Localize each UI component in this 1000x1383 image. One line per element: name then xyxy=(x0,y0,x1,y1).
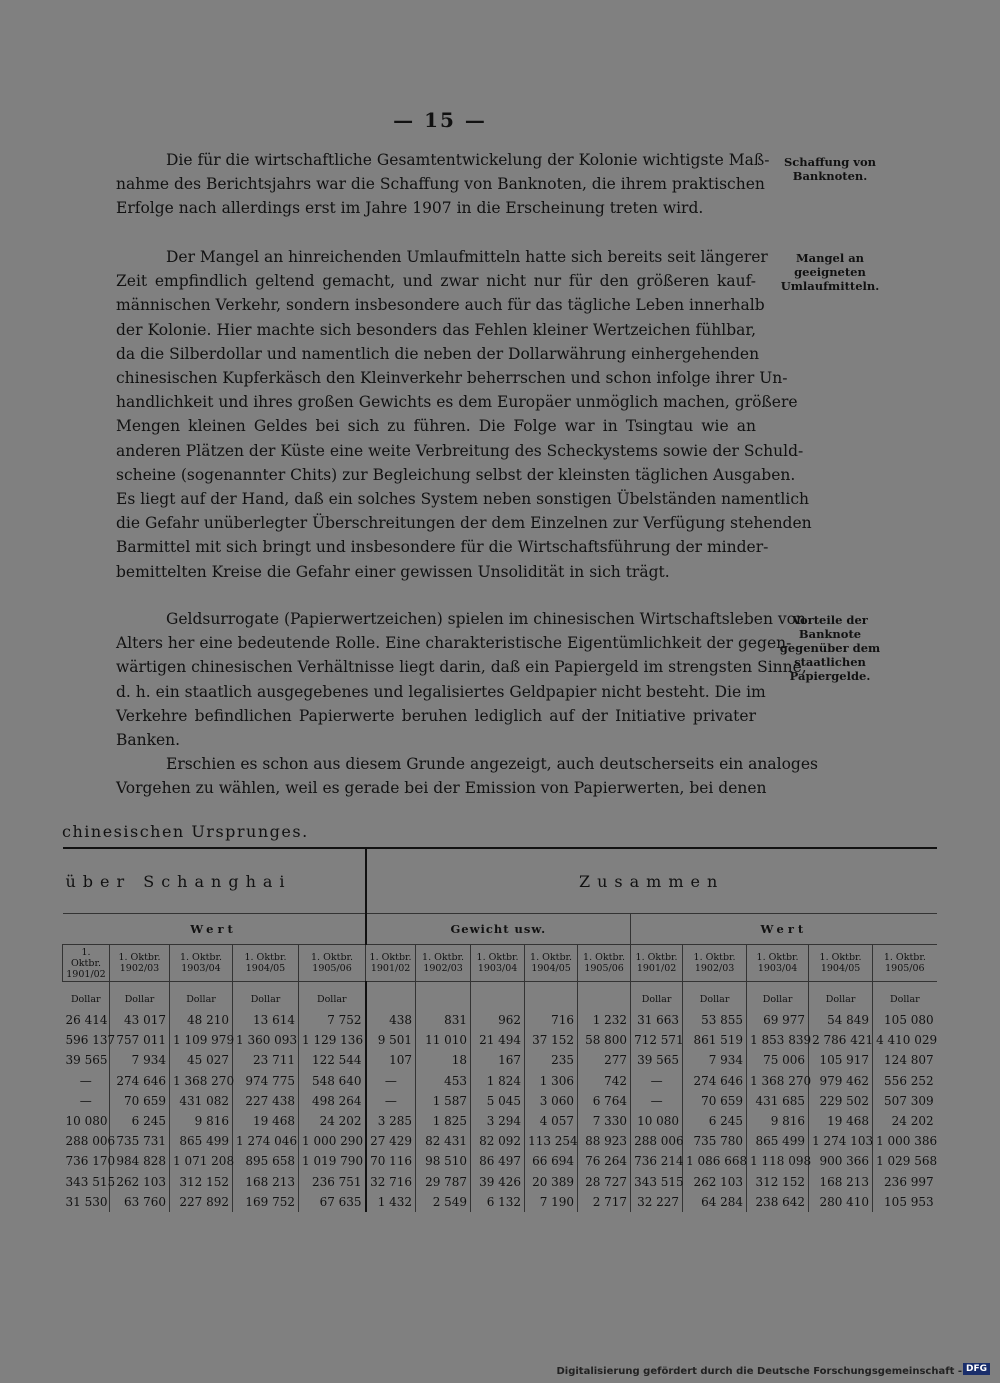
table-cell: — xyxy=(79,1073,92,1088)
table-cell: 7 934 xyxy=(110,1050,170,1070)
table-cell: 343 515 xyxy=(65,1174,116,1189)
table-cell: 18 xyxy=(416,1050,471,1070)
table-cell: 5 045 xyxy=(471,1091,525,1111)
text-line: Zeit empfindlich geltend gemacht, und zwar nicht nur für den größeren kauf- xyxy=(116,272,756,291)
table-cell: 1 071 208 xyxy=(170,1151,233,1171)
year-header: 1. Oktbr. 1904/05 xyxy=(809,945,873,982)
table-cell: 1 306 xyxy=(525,1071,578,1091)
table-cell: 19 468 xyxy=(809,1111,873,1131)
table-cell: 27 429 xyxy=(366,1131,416,1151)
table-cell: 53 855 xyxy=(683,1010,747,1030)
table-cell: 962 xyxy=(471,1010,525,1030)
table-cell: 736 214 xyxy=(631,1151,683,1171)
table-cell: 1 019 790 xyxy=(299,1151,366,1171)
table-cell: 82 092 xyxy=(471,1131,525,1151)
table-cell: 23 711 xyxy=(233,1050,299,1070)
table-cell: 236 997 xyxy=(873,1172,937,1192)
table-row xyxy=(63,1111,937,1131)
table-cell: 105 080 xyxy=(873,1010,937,1030)
table-cell: 343 515 xyxy=(631,1172,683,1192)
text-line: Es liegt auf der Hand, daß ein solches System neben sonstigen Übelständen namentlich xyxy=(116,490,809,509)
table-cell: 312 152 xyxy=(170,1172,233,1192)
table-cell: 9 816 xyxy=(170,1111,233,1131)
table-cell: 979 462 xyxy=(809,1071,873,1091)
table-row xyxy=(63,1071,937,1091)
text-line: Banken. xyxy=(116,731,181,750)
table-cell: 596 137 xyxy=(65,1033,116,1048)
table-cell: 168 213 xyxy=(233,1172,299,1192)
text-line: Vorgehen zu wählen, weil es gerade bei der Emission von Papierwerten, bei denen xyxy=(116,779,767,798)
table-cell: 274 646 xyxy=(110,1071,170,1091)
table-cell: 262 103 xyxy=(110,1172,170,1192)
table-cell: 277 xyxy=(578,1050,631,1070)
year-header: 1. Oktbr. 1903/04 xyxy=(471,945,525,982)
year-header: 1. Oktbr. 1901/02 xyxy=(631,945,683,982)
table-row xyxy=(63,1151,937,1171)
table-cell: 1 360 093 xyxy=(233,1030,299,1050)
table-cell: 238 642 xyxy=(747,1192,809,1212)
table-cell: 288 006 xyxy=(65,1134,116,1149)
table-cell: 4 057 xyxy=(525,1111,578,1131)
text-line: bemittelten Kreise die Gefahr einer gewissen Unsolidität in sich trägt. xyxy=(116,562,670,581)
table-cell: 1 000 386 xyxy=(873,1131,937,1151)
table-cell: 39 426 xyxy=(471,1172,525,1192)
table-cell: 227 438 xyxy=(233,1091,299,1111)
table-cell: 32 716 xyxy=(366,1172,416,1192)
unit-label: Dollar xyxy=(110,982,170,1011)
table-cell: 1 274 046 xyxy=(233,1131,299,1151)
table-cell: 169 752 xyxy=(233,1192,299,1212)
table-cell: 1 109 979 xyxy=(170,1030,233,1050)
table-cell: 1 587 xyxy=(416,1091,471,1111)
table-cell: 75 006 xyxy=(747,1050,809,1070)
year-header: 1. Oktbr. 1901/02 xyxy=(366,945,416,982)
sub-header-wert-right: Wert xyxy=(631,914,937,945)
table-cell: 122 544 xyxy=(299,1050,366,1070)
unit-label: Dollar xyxy=(747,982,809,1011)
table-cell: 124 807 xyxy=(873,1050,937,1070)
table-cell: 865 499 xyxy=(747,1131,809,1151)
table-cell: 735 780 xyxy=(683,1131,747,1151)
year-header: 1. Oktbr. 1902/03 xyxy=(110,945,170,982)
text-line: Barmittel mit sich bringt und insbesondere für die Wirtschaftsführung der minder- xyxy=(116,538,769,557)
text-line: scheine (sogenannter Chits) zur Begleichung selbst der kleinsten täglichen Ausgaben. xyxy=(116,465,796,484)
table-cell: 86 497 xyxy=(471,1151,525,1171)
table-cell: 13 614 xyxy=(233,1010,299,1030)
margin-note-advantages: Vorteile der Banknote gegenüber dem staatlichen Papiergelde. xyxy=(779,613,881,683)
text-line: männischen Verkehr, sondern insbesondere auch für das tägliche Leben innerhalb xyxy=(116,296,765,315)
table-cell: 19 468 xyxy=(233,1111,299,1131)
table-cell: 39 565 xyxy=(65,1053,108,1068)
year-header: 1. Oktbr. 1902/03 xyxy=(416,945,471,982)
unit-label: Dollar xyxy=(809,982,873,1011)
table-cell: 1 853 839 xyxy=(747,1030,809,1050)
table-caption: chinesischen Ursprunges. xyxy=(62,822,309,841)
table-cell: 1 274 103 xyxy=(809,1131,873,1151)
year-header: 1. Oktbr. 1904/05 xyxy=(233,945,299,982)
table-cell: — xyxy=(79,1093,92,1108)
table-cell: 548 640 xyxy=(299,1071,366,1091)
table-cell: 1 432 xyxy=(366,1192,416,1212)
year-header: 1. Oktbr. 1905/06 xyxy=(299,945,366,982)
table-cell: 1 232 xyxy=(578,1010,631,1030)
paragraph-circulation xyxy=(116,245,812,584)
text-line: der Kolonie. Hier machte sich besonders das Fehlen kleiner Wertzeichen fühlbar, xyxy=(116,320,756,339)
text-line: Erschien es schon aus diesem Grunde angezeigt, auch deutscherseits ein analoges xyxy=(166,755,818,773)
table-cell: 67 635 xyxy=(299,1192,366,1212)
table-row xyxy=(63,1030,937,1050)
table-cell: 2 717 xyxy=(578,1192,631,1212)
table-cell: 7 190 xyxy=(525,1192,578,1212)
table-cell: 274 646 xyxy=(683,1071,747,1091)
table-cell: 1 029 568 xyxy=(873,1151,937,1171)
sub-header-row xyxy=(63,914,937,945)
table-cell: 235 xyxy=(525,1050,578,1070)
table-cell: 1 368 270 xyxy=(170,1071,233,1091)
table-cell: 227 892 xyxy=(170,1192,233,1212)
table-cell: 39 565 xyxy=(631,1050,683,1070)
group-header-schanghai: über Schanghai xyxy=(63,848,366,914)
margin-note-banknotes: Schaffung von Banknoten. xyxy=(783,155,877,183)
text-line: Die für die wirtschaftliche Gesamtentwickelung der Kolonie wichtigste Maß- xyxy=(166,151,770,169)
table-cell: 1 129 136 xyxy=(299,1030,366,1050)
table-cell: 507 309 xyxy=(873,1091,937,1111)
paragraph-surrogates xyxy=(116,607,807,752)
table-cell: 64 284 xyxy=(683,1192,747,1212)
year-header: 1. Oktbr. 1902/03 xyxy=(683,945,747,982)
table-row xyxy=(63,1172,937,1192)
table-cell: 1 825 xyxy=(416,1111,471,1131)
year-header: 1. Oktbr. 1903/04 xyxy=(747,945,809,982)
table-cell: 70 116 xyxy=(366,1151,416,1171)
table-cell: — xyxy=(366,1091,416,1111)
table-cell: 105 953 xyxy=(873,1192,937,1212)
table-cell: 88 923 xyxy=(578,1131,631,1151)
table-cell: 7 934 xyxy=(683,1050,747,1070)
table-cell: — xyxy=(631,1071,683,1091)
table-cell: 21 494 xyxy=(471,1030,525,1050)
table-cell: 11 010 xyxy=(416,1030,471,1050)
table-cell: 9 501 xyxy=(366,1030,416,1050)
table-cell: 31 663 xyxy=(631,1010,683,1030)
text-line: handlichkeit und ihres großen Gewichts es dem Europäer unmöglich machen, größere xyxy=(116,393,798,412)
table-cell: 20 389 xyxy=(525,1172,578,1192)
dfg-logo: DFG xyxy=(963,1363,990,1375)
text-line: Erfolge nach allerdings erst im Jahre 1907 in die Erscheinung treten wird. xyxy=(116,199,704,218)
table-cell: 63 760 xyxy=(110,1192,170,1212)
table-cell: 431 685 xyxy=(747,1091,809,1111)
table-cell: 3 294 xyxy=(471,1111,525,1131)
table-cell: 861 519 xyxy=(683,1030,747,1050)
table-cell: 48 210 xyxy=(170,1010,233,1030)
table-cell: 431 082 xyxy=(170,1091,233,1111)
paragraph-banknotes xyxy=(116,148,770,221)
table-cell: 736 170 xyxy=(65,1154,116,1169)
table-cell: 98 510 xyxy=(416,1151,471,1171)
table-cell: 9 816 xyxy=(747,1111,809,1131)
table-cell: 113 254 xyxy=(525,1131,578,1151)
table-cell: 974 775 xyxy=(233,1071,299,1091)
table-cell: 28 727 xyxy=(578,1172,631,1192)
table-cell: 24 202 xyxy=(299,1111,366,1131)
table-cell: 69 977 xyxy=(747,1010,809,1030)
year-header: 1. Oktbr. 1903/04 xyxy=(170,945,233,982)
table-cell: 438 xyxy=(366,1010,416,1030)
table-cell: 6 764 xyxy=(578,1091,631,1111)
table-cell: 167 xyxy=(471,1050,525,1070)
year-header: 1. Oktbr. 1905/06 xyxy=(578,945,631,982)
table-cell: 556 252 xyxy=(873,1071,937,1091)
group-header-zusammen: Zusammen xyxy=(366,848,937,914)
table-cell: 10 080 xyxy=(631,1111,683,1131)
text-line: wärtigen chinesischen Verhältnisse liegt darin, daß ein Papiergeld im strengsten Sinne, xyxy=(116,658,807,677)
table-row xyxy=(63,1010,937,1030)
table-cell: 82 431 xyxy=(416,1131,471,1151)
table-cell: 1 000 290 xyxy=(299,1131,366,1151)
table-cell: 229 502 xyxy=(809,1091,873,1111)
table-cell: 895 658 xyxy=(233,1151,299,1171)
table-cell: 288 006 xyxy=(631,1131,683,1151)
table-cell: 6 132 xyxy=(471,1192,525,1212)
table-cell: 2 786 421 xyxy=(809,1030,873,1050)
text-line: Mengen kleinen Geldes bei sich zu führen. Die Folge war in Tsingtau wie an xyxy=(116,417,756,436)
table-cell: 45 027 xyxy=(170,1050,233,1070)
table-body xyxy=(63,1010,937,1212)
table-cell: 1 118 098 xyxy=(747,1151,809,1171)
unit-label: Dollar xyxy=(170,982,233,1011)
unit-label: Dollar xyxy=(631,982,683,1011)
text-line: da die Silberdollar und namentlich die neben der Dollarwährung einhergehenden xyxy=(116,344,760,363)
table-cell: 280 410 xyxy=(809,1192,873,1212)
table-cell: 105 917 xyxy=(809,1050,873,1070)
table-cell: 742 xyxy=(578,1071,631,1091)
table-row xyxy=(63,1091,937,1111)
table-cell: 31 530 xyxy=(65,1194,108,1209)
statistics-table xyxy=(62,847,936,1212)
text-line: Geldsurrogate (Papierwertzeichen) spielen im chinesischen Wirtschaftsleben von xyxy=(166,610,806,628)
table-row xyxy=(63,1050,937,1070)
year-header: 1. Oktbr. 1901/02 xyxy=(63,945,110,982)
page-number: — 15 — xyxy=(393,108,487,132)
table-cell: 70 659 xyxy=(683,1091,747,1111)
sub-header-wert-left: Wert xyxy=(63,914,366,945)
table-cell: 2 549 xyxy=(416,1192,471,1212)
year-header: 1. Oktbr. 1905/06 xyxy=(873,945,937,982)
table-cell: 32 227 xyxy=(631,1192,683,1212)
group-header-row xyxy=(63,848,937,914)
table-cell: 1 824 xyxy=(471,1071,525,1091)
text-line: die Gefahr unüberlegter Überschreitungen der dem Einzelnen zur Verfügung stehenden xyxy=(116,514,812,533)
table-cell: 498 264 xyxy=(299,1091,366,1111)
table-cell: 716 xyxy=(525,1010,578,1030)
year-header-row xyxy=(63,945,937,982)
text-line: Der Mangel an hinreichenden Umlaufmitteln hatte sich bereits seit längerer xyxy=(166,248,768,266)
table-cell: 831 xyxy=(416,1010,471,1030)
table-cell: 54 849 xyxy=(809,1010,873,1030)
table-cell: 37 152 xyxy=(525,1030,578,1050)
table-cell: — xyxy=(631,1091,683,1111)
text-line: Verkehre befindlichen Papierwerte beruhen lediglich auf der Initiative privater xyxy=(116,706,756,725)
year-header: 1. Oktbr. 1904/05 xyxy=(525,945,578,982)
table-cell: 262 103 xyxy=(683,1172,747,1192)
sub-header-gewicht: Gewicht usw. xyxy=(366,914,631,945)
table-cell: 312 152 xyxy=(747,1172,809,1192)
text-line: nahme des Berichtsjahrs war die Schaffung von Banknoten, die ihrem praktischen xyxy=(116,175,765,194)
table-cell: 757 011 xyxy=(110,1030,170,1050)
table-cell: 58 800 xyxy=(578,1030,631,1050)
unit-label: Dollar xyxy=(873,982,937,1011)
table-cell: 6 245 xyxy=(110,1111,170,1131)
unit-label: Dollar xyxy=(683,982,747,1011)
table-cell: 76 264 xyxy=(578,1151,631,1171)
unit-label: Dollar xyxy=(233,982,299,1011)
text-line: d. h. ein staatlich ausgegebenes und legalisiertes Geldpapier nicht besteht. Die im xyxy=(116,682,766,701)
table-cell: 10 080 xyxy=(65,1114,108,1129)
table-cell: 1 368 270 xyxy=(747,1071,809,1091)
table-cell: 7 752 xyxy=(299,1010,366,1030)
table-cell: 712 571 xyxy=(631,1030,683,1050)
table-cell: 3 285 xyxy=(366,1111,416,1131)
table-cell: 107 xyxy=(366,1050,416,1070)
unit-label: Dollar xyxy=(299,982,366,1011)
text-line: Alters her eine bedeutende Rolle. Eine charakteristische Eigentümlichkeit der gegen- xyxy=(116,634,792,653)
table-cell: 43 017 xyxy=(110,1010,170,1030)
table-cell: 1 086 668 xyxy=(683,1151,747,1171)
table-cell: 900 366 xyxy=(809,1151,873,1171)
table-cell: 984 828 xyxy=(110,1151,170,1171)
table-cell: 168 213 xyxy=(809,1172,873,1192)
table-cell: 70 659 xyxy=(110,1091,170,1111)
table-row xyxy=(63,1192,937,1212)
table-cell: 865 499 xyxy=(170,1131,233,1151)
table-cell: 6 245 xyxy=(683,1111,747,1131)
table-cell: 3 060 xyxy=(525,1091,578,1111)
unit-label: Dollar xyxy=(70,993,101,1005)
text-line: anderen Plätzen der Küste eine weite Verbreitung des Scheckystems sowie der Schuld- xyxy=(116,441,804,460)
table-cell: 66 694 xyxy=(525,1151,578,1171)
unit-row xyxy=(63,982,937,1011)
table-cell: 4 410 029 xyxy=(873,1030,937,1050)
text-line: chinesischen Kupferkäsch den Kleinverkehr beherrschen und schon infolge ihrer Un- xyxy=(116,369,788,388)
table-cell: 24 202 xyxy=(873,1111,937,1131)
table-cell: 26 414 xyxy=(65,1013,108,1028)
margin-note-circulation: Mangel an geeigneten Umlaufmitteln. xyxy=(780,251,880,293)
table-cell: 7 330 xyxy=(578,1111,631,1131)
footer-credit: Digitalisierung gefördert durch die Deutsche Forschungsgemeinschaft - xyxy=(556,1366,962,1377)
table-cell: — xyxy=(366,1071,416,1091)
table-row xyxy=(63,1131,937,1151)
table-cell: 29 787 xyxy=(416,1172,471,1192)
paragraph-analogous xyxy=(116,752,818,800)
table-cell: 236 751 xyxy=(299,1172,366,1192)
table-cell: 735 731 xyxy=(110,1131,170,1151)
table-cell: 453 xyxy=(416,1071,471,1091)
